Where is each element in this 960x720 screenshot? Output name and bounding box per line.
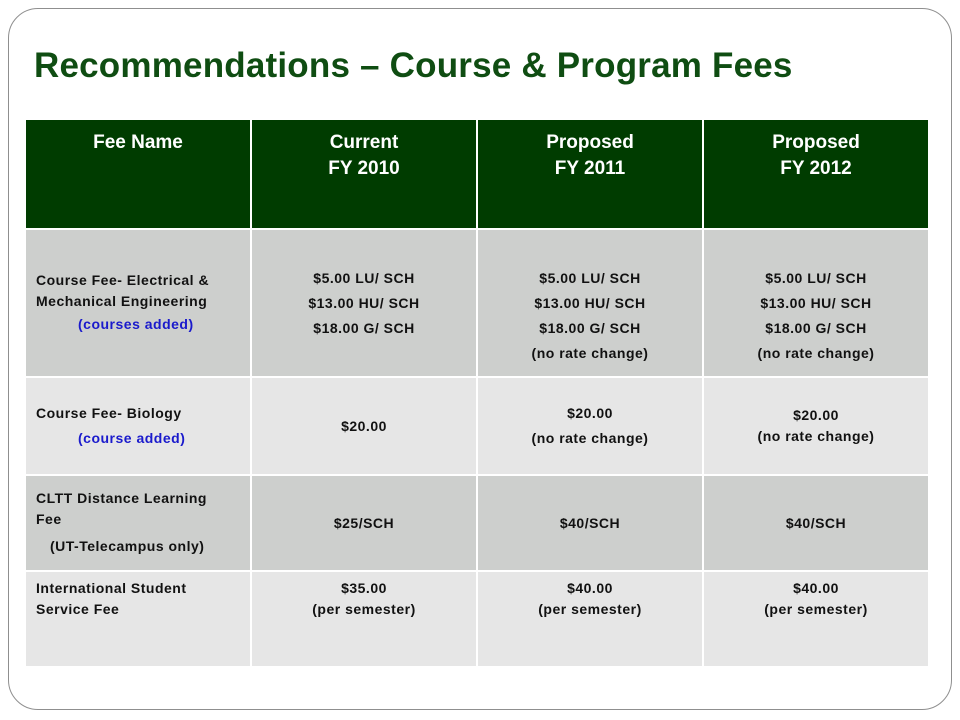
proposed-fy2012-cell: [703, 571, 929, 667]
header-line: FY 2011: [554, 158, 626, 179]
proposed-fy2011-cell: [477, 571, 703, 667]
fee-value: $20.00: [793, 407, 839, 423]
header-row: [25, 119, 929, 229]
header-line: Fee Name: [93, 132, 183, 153]
fee-value: (per semester): [764, 601, 868, 617]
fee-value: $18.00 G/ SCH: [539, 320, 641, 336]
fee-value: (per semester): [538, 601, 642, 617]
table-row: [25, 475, 929, 571]
table-row: [25, 571, 929, 667]
fee-value: $40.00: [567, 580, 613, 596]
fee-note: (UT-Telecampus only): [50, 537, 205, 554]
fee-value: $20.00: [567, 405, 613, 421]
fee-name-cell: [25, 475, 251, 571]
current-fy2010-cell: [251, 475, 477, 571]
fee-value: $40/SCH: [785, 514, 847, 531]
fee-name-line: Fee: [36, 510, 62, 527]
proposed-fy2012-cell: [703, 229, 929, 377]
fee-value: (no rate change): [531, 430, 649, 446]
slide-title: Recommendations – Course & Program Fees: [34, 46, 793, 85]
fee-value: $35.00: [341, 580, 387, 596]
header-proposed-fy2011: [477, 119, 703, 229]
proposed-fy2012-cell: [703, 377, 929, 475]
current-fy2010-cell: [251, 377, 477, 475]
header-line: Proposed: [546, 132, 634, 153]
fee-note: (course added): [78, 430, 186, 446]
fee-value: $18.00 G/ SCH: [765, 320, 867, 336]
fee-name-line: International Student: [36, 580, 187, 596]
proposed-fy2011-cell: [477, 475, 703, 571]
fee-value: (per semester): [312, 601, 416, 617]
fee-name-line: CLTT Distance Learning: [36, 489, 207, 506]
proposed-fy2011-cell: [477, 229, 703, 377]
header-line: FY 2012: [780, 158, 852, 179]
fee-name-line: Mechanical Engineering: [36, 292, 208, 309]
header-line: Proposed: [772, 132, 860, 153]
fee-value: $13.00 HU/ SCH: [534, 295, 646, 311]
fee-name-line: Service Fee: [36, 601, 120, 617]
header-proposed-fy2012: [703, 119, 929, 229]
fee-value: $25/SCH: [333, 514, 395, 531]
fee-note: (courses added): [78, 315, 194, 332]
table-row: [25, 377, 929, 475]
fee-value: $40/SCH: [559, 514, 621, 531]
fee-value: $18.00 G/ SCH: [313, 320, 415, 336]
fees-table: [24, 118, 930, 668]
current-fy2010-cell: [251, 571, 477, 667]
fee-value: $13.00 HU/ SCH: [308, 295, 420, 311]
proposed-fy2012-cell: [703, 475, 929, 571]
table-row: [25, 229, 929, 377]
fee-name-cell: [25, 571, 251, 667]
fee-name-cell: [25, 377, 251, 475]
fee-value: (no rate change): [757, 428, 875, 444]
fee-value: (no rate change): [531, 345, 649, 361]
fee-name-line: Course Fee- Electrical &: [36, 271, 210, 288]
fee-value: $13.00 HU/ SCH: [760, 295, 872, 311]
fee-name-line: Course Fee- Biology: [36, 405, 182, 421]
fee-value: (no rate change): [757, 345, 875, 361]
header-line: FY 2010: [328, 158, 400, 179]
fee-value: $5.00 LU/ SCH: [765, 270, 867, 286]
current-fy2010-cell: [251, 229, 477, 377]
header-line: Current: [329, 132, 399, 153]
proposed-fy2011-cell: [477, 377, 703, 475]
header-fee-name: [25, 119, 251, 229]
fee-value: $20.00: [341, 417, 387, 434]
fee-name-cell: [25, 229, 251, 377]
fee-value: $5.00 LU/ SCH: [539, 270, 641, 286]
fee-value: $5.00 LU/ SCH: [313, 270, 415, 286]
header-current-fy2010: [251, 119, 477, 229]
fee-value: $40.00: [793, 580, 839, 596]
